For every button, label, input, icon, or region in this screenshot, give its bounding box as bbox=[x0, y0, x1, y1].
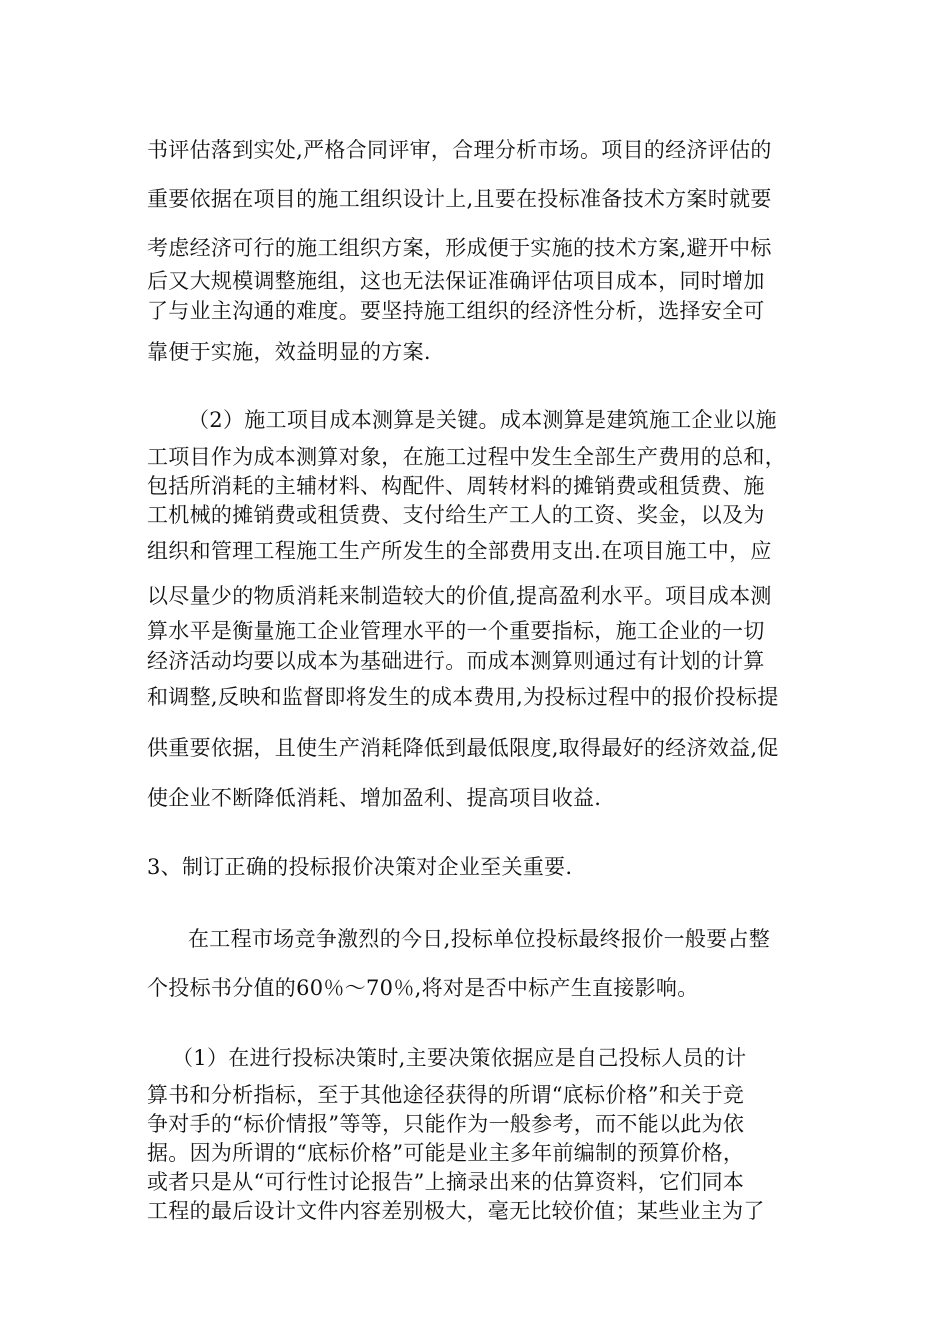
text-line: 在工程市场竞争激烈的今日,投标单位投标最终报价一般要占整 bbox=[188, 927, 771, 951]
text-line: 组织和管理工程施工生产所发生的全部费用支出.在项目施工中，应 bbox=[147, 539, 772, 563]
text-line: 靠便于实施，效益明显的方案. bbox=[147, 340, 431, 364]
text-line: 包括所消耗的主辅材料、构配件、周转材料的摊销费或租赁费、施 bbox=[147, 474, 765, 498]
text-line: 工机械的摊销费或租赁费、支付给生产工人的工资、奖金，以及为 bbox=[147, 503, 765, 527]
text-line: 经济活动均要以成本为基础进行。而成本测算则通过有计划的计算 bbox=[147, 649, 765, 673]
section-heading: 3、制订正确的投标报价决策对企业至关重要. bbox=[147, 855, 573, 879]
text-line: （2）施工项目成本测算是关键。成本测算是建筑施工企业以施 bbox=[188, 408, 777, 432]
text-line: 了与业主沟通的难度。要坚持施工组织的经济性分析，选择安全可 bbox=[147, 299, 765, 323]
text-line: 考虑经济可行的施工组织方案，形成便于实施的技术方案,避开中标 bbox=[147, 236, 772, 260]
text-line: 后又大规模调整施组，这也无法保证准确评估项目成本，同时增加 bbox=[147, 269, 765, 293]
text-line: 供重要依据，且使生产消耗降低到最低限度,取得最好的经济效益,促 bbox=[147, 736, 779, 760]
text-line: 使企业不断降低消耗、增加盈利、提高项目收益. bbox=[147, 786, 602, 810]
text-line: 书评估落到实处,严格合同评审，合理分析市场。项目的经济评估的 bbox=[147, 138, 772, 162]
text-line: 和调整,反映和监督即将发生的成本费用,为投标过程中的报价投标提 bbox=[147, 685, 779, 709]
text-line: 争对手的“标价情报”等等，只能作为一般参考，而不能以此为依 bbox=[147, 1112, 745, 1136]
text-line: 或者只是从“可行性讨论报告”上摘录出来的估算资料，它们同本 bbox=[147, 1170, 745, 1194]
text-line: 个投标书分值的60％～70％,将对是否中标产生直接影响。 bbox=[147, 976, 699, 1000]
text-line: 以尽量少的物质消耗来制造较大的价值,提高盈利水平。项目成本测 bbox=[147, 584, 772, 608]
text-line: （1）在进行投标决策时,主要决策依据应是自己投标人员的计 bbox=[172, 1046, 747, 1070]
text-line: 重要依据在项目的施工组织设计上,且要在投标准备技术方案时就要 bbox=[147, 187, 772, 211]
text-line: 算水平是衡量施工企业管理水平的一个重要指标，施工企业的一切 bbox=[147, 619, 765, 643]
text-line: 工项目作为成本测算对象，在施工过程中发生全部生产费用的总和， bbox=[147, 445, 786, 469]
text-line: 据。因为所谓的“底标价格”可能是业主多年前编制的预算价格， bbox=[147, 1141, 745, 1165]
text-line: 算书和分析指标，至于其他途径获得的所谓“底标价格”和关于竞 bbox=[147, 1083, 745, 1107]
text-line: 工程的最后设计文件内容差别极大，毫无比较价值；某些业主为了 bbox=[147, 1199, 765, 1223]
